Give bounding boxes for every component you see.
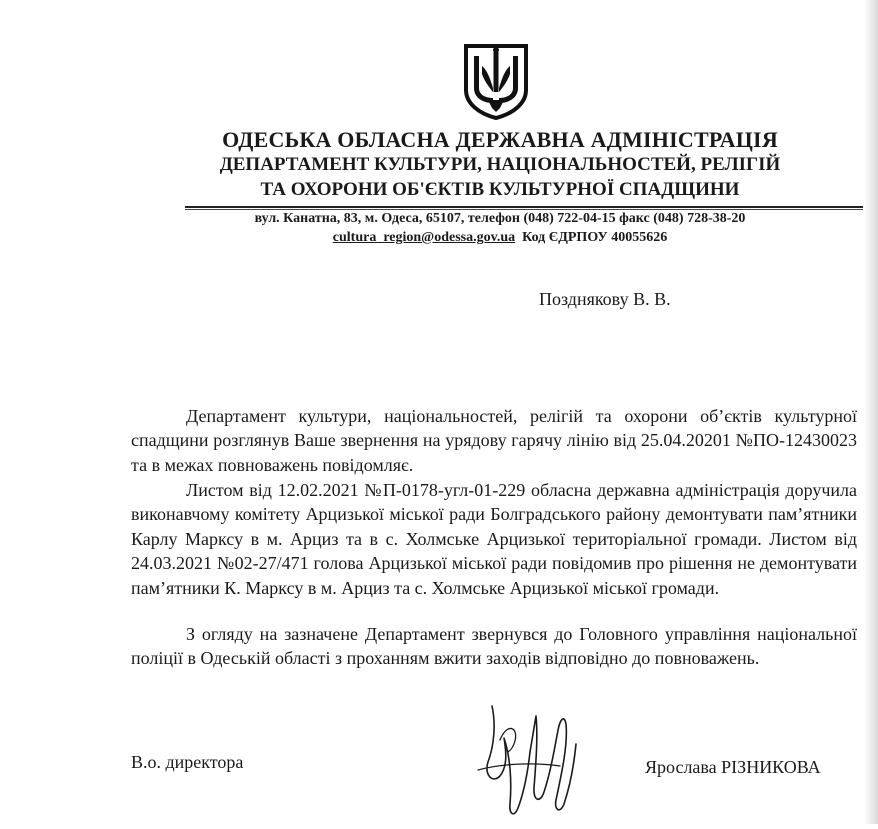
body-paragraph-2	[131, 478, 857, 600]
paragraph-text: З огляду на зазначене Департамент звернувся до Головного управління національної поліції в Одеській області з проханням вжити заходів відповідно до повноважень.	[131, 624, 857, 669]
edrpou-code: Код ЄДРПОУ 40055626	[522, 230, 668, 245]
header-divider	[185, 206, 863, 208]
header-divider-thin	[185, 209, 863, 210]
signatory-position: В.о. директора	[131, 752, 244, 772]
address-line: вул. Канатна, 83, м. Одеса, 65107, телефон (048) 722-04-15 факс (048) 728-38-20	[254, 211, 746, 226]
paragraph-text: Департамент культури, національностей, релігій та охорони об’єктів культурної спадщини розглянув Ваше звернення на урядову гарячу лінію від 25.04.20201 №ПО-12430023 та в межах повноважень повідомляє.	[131, 406, 857, 475]
handwritten-signature	[470, 700, 605, 824]
paragraph-text: Листом від 12.02.2021 №П-0178-угл-01-229 обласна державна адміністрація доручила виконавчому комітету Арцизької міської ради Болградського району демонтувати пам’ятники Карлу Марксу в м. Арциз та в с. Холмське Арцизької територіальної громади. Листом від 24.03.2021 №02-27/471 голова Арцизької міської ради повідомив про рішення не демонтувати пам’ятники К. Марксу в м. Арциз та с. Холмське Арцизької міської громади.	[131, 480, 857, 598]
email-code-line	[0, 230, 878, 246]
administration-title: ОДЕСЬКА ОБЛАСНА ДЕРЖАВНА АДМІНІСТРАЦІЯ	[222, 127, 778, 152]
scan-edge-shadow	[864, 0, 878, 824]
department-title-line-2: ТА ОХОРОНИ ОБ'ЄКТІВ КУЛЬТУРНОЇ СПАДЩИНИ	[260, 179, 740, 200]
recipient-name: Позднякову В. В.	[539, 289, 671, 309]
signatory-name: Ярослава РІЗНИКОВА	[645, 757, 821, 777]
department-title-line-1: ДЕПАРТАМЕНТ КУЛЬТУРИ, НАЦІОНАЛЬНОСТЕЙ, РЕЛІГІЙ	[219, 154, 781, 175]
body-paragraph-3	[131, 622, 857, 671]
trident-coat-of-arms-icon	[462, 42, 530, 120]
body-paragraph-1	[131, 404, 857, 477]
email-link[interactable]: cultura_region@odessa.gov.ua	[332, 230, 516, 245]
